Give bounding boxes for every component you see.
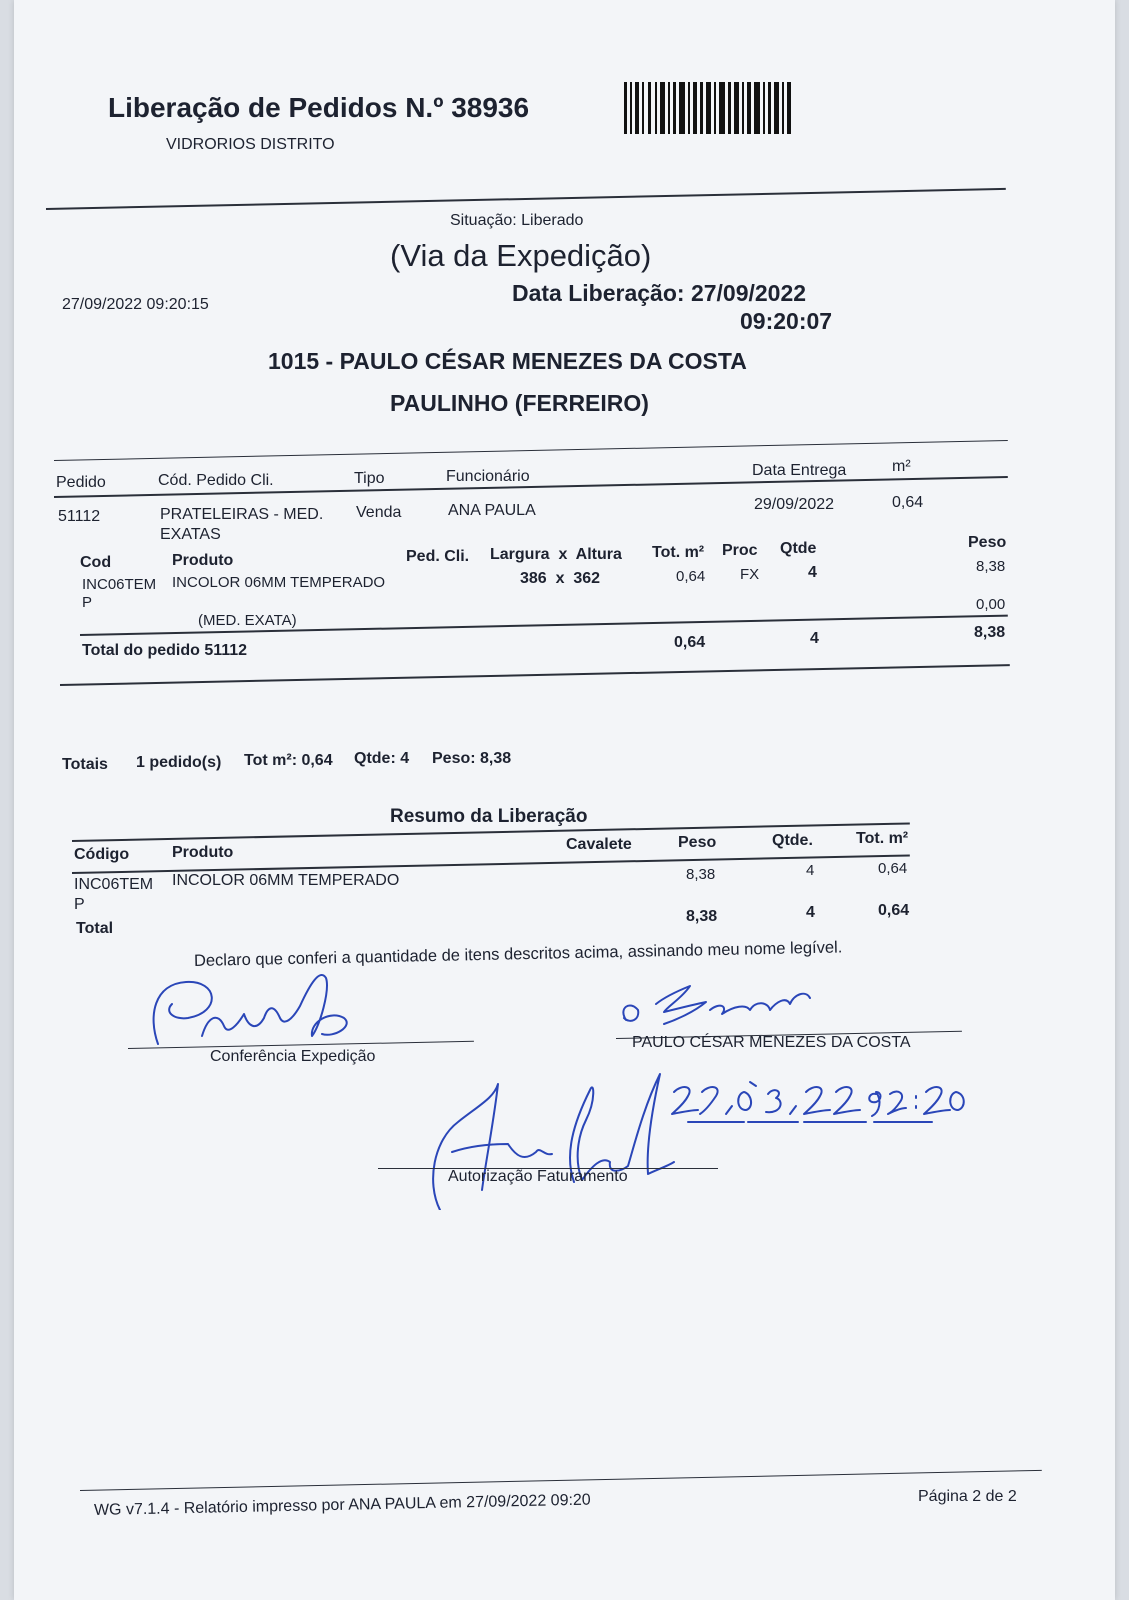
item-proc: FX [740, 566, 760, 583]
client-signature-label: PAULO CÉSAR MENEZES DA COSTA [632, 1034, 911, 1051]
item-product: INCOLOR 06MM TEMPERADO [172, 574, 386, 591]
summary-qtde: 4 [806, 862, 815, 879]
order-type: Venda [356, 504, 402, 521]
summary-tot-m2: 0,64 [878, 860, 908, 877]
release-time: 09:20:07 [740, 308, 833, 334]
release-date: Data Liberação: 27/09/2022 [512, 280, 807, 306]
items-col-tot-m2: Tot. m² [652, 544, 705, 561]
col-data-entrega: Data Entrega [752, 462, 847, 479]
items-col-ped-cli: Ped. Cli. [406, 548, 470, 565]
signature-autorizacao [424, 1070, 684, 1210]
summary-col-codigo: Código [74, 846, 130, 863]
item-code-line2: P [82, 594, 93, 611]
summary-total-qtde: 4 [806, 904, 815, 921]
summary-code-line1: INC06TEM [74, 876, 154, 893]
summary-product: INCOLOR 06MM TEMPERADO [172, 872, 400, 889]
col-pedido: Pedido [56, 474, 106, 491]
order-total-label: Total do pedido 51112 [82, 642, 248, 659]
barcode-icon [624, 82, 794, 136]
items-col-proc: Proc [722, 542, 758, 559]
summary-total-peso: 8,38 [686, 908, 718, 925]
col-tipo: Tipo [354, 470, 385, 487]
footer-printed-by: WG v7.1.4 - Relatório impresso por ANA PAULA em 27/09/2022 09:20 [93, 1491, 591, 1519]
item-peso: 8,38 [976, 558, 1006, 575]
summary-col-produto: Produto [172, 844, 234, 861]
totals-peso: Peso: 8,38 [432, 750, 512, 767]
summary-col-tot-m2: Tot. m² [856, 830, 909, 847]
copy-type: (Via da Expedição) [390, 238, 652, 273]
summary-peso: 8,38 [686, 866, 716, 883]
order-top-rule [54, 440, 1008, 461]
item-peso-extra: 0,00 [976, 596, 1006, 613]
order-bottom-rule [60, 664, 1010, 686]
order-total-m2: 0,64 [674, 634, 706, 651]
summary-col-cavalete: Cavalete [566, 836, 632, 853]
signature-client [610, 980, 820, 1034]
declaration-text: Declaro que conferi a quantidade de itens descritos acima, assinando meu nome legível. [193, 938, 843, 970]
items-col-qtde: Qtde [780, 540, 817, 557]
summary-col-qtde: Qtde. [772, 832, 813, 849]
totals-m2: Tot m²: 0,64 [244, 752, 333, 769]
status-text: Situação: Liberado [450, 212, 584, 229]
order-total-peso: 8,38 [974, 624, 1006, 641]
order-m2: 0,64 [892, 494, 924, 511]
summary-total-m2: 0,64 [878, 902, 910, 919]
signature-conferencia [134, 966, 374, 1056]
handwritten-date [670, 1080, 966, 1126]
item-code-line1: INC06TEM [82, 576, 157, 593]
order-employee: ANA PAULA [448, 502, 536, 519]
order-client-code-line2: EXATAS [160, 526, 221, 543]
summary-total-label: Total [76, 920, 114, 937]
item-note: (MED. EXATA) [198, 612, 297, 629]
print-datetime: 27/09/2022 09:20:15 [62, 296, 209, 313]
footer-rule [80, 1470, 1042, 1491]
totals-qtde: Qtde: 4 [354, 750, 410, 767]
summary-title: Resumo da Liberação [390, 806, 588, 827]
items-col-cod: Cod [80, 554, 112, 571]
items-col-peso: Peso [968, 534, 1007, 551]
totals-orders: 1 pedido(s) [136, 754, 222, 771]
client-name: 1015 - PAULO CÉSAR MENEZES DA COSTA [268, 348, 747, 374]
conferencia-label: Conferência Expedição [210, 1048, 376, 1065]
header-divider [46, 188, 1006, 210]
order-number: 51112 [58, 508, 101, 525]
summary-code-line2: P [74, 896, 85, 913]
items-col-produto: Produto [172, 552, 234, 569]
document-page [14, 0, 1115, 1600]
order-total-qtde: 4 [810, 630, 819, 647]
company-name: VIDRORIOS DISTRITO [166, 136, 335, 153]
autorizacao-label: Autorização Faturamento [448, 1168, 628, 1185]
footer-page-number: Página 2 de 2 [918, 1488, 1017, 1505]
order-client-code-line1: PRATELEIRAS - MED. [160, 506, 324, 523]
summary-col-peso: Peso [678, 834, 717, 851]
order-delivery-date: 29/09/2022 [754, 496, 835, 513]
col-m2: m² [892, 458, 911, 475]
item-tot-m2: 0,64 [676, 568, 706, 585]
col-funcionario: Funcionário [446, 468, 530, 485]
items-col-dimensions: Largura x Altura [490, 546, 622, 563]
col-cod-pedido-cli: Cód. Pedido Cli. [158, 472, 274, 489]
totals-label: Totais [62, 756, 108, 773]
item-qtde: 4 [808, 564, 817, 581]
document-title: Liberação de Pedidos N.º 38936 [108, 92, 530, 123]
client-nickname: PAULINHO (FERREIRO) [390, 390, 649, 416]
item-dimensions: 386 x 362 [520, 570, 601, 587]
